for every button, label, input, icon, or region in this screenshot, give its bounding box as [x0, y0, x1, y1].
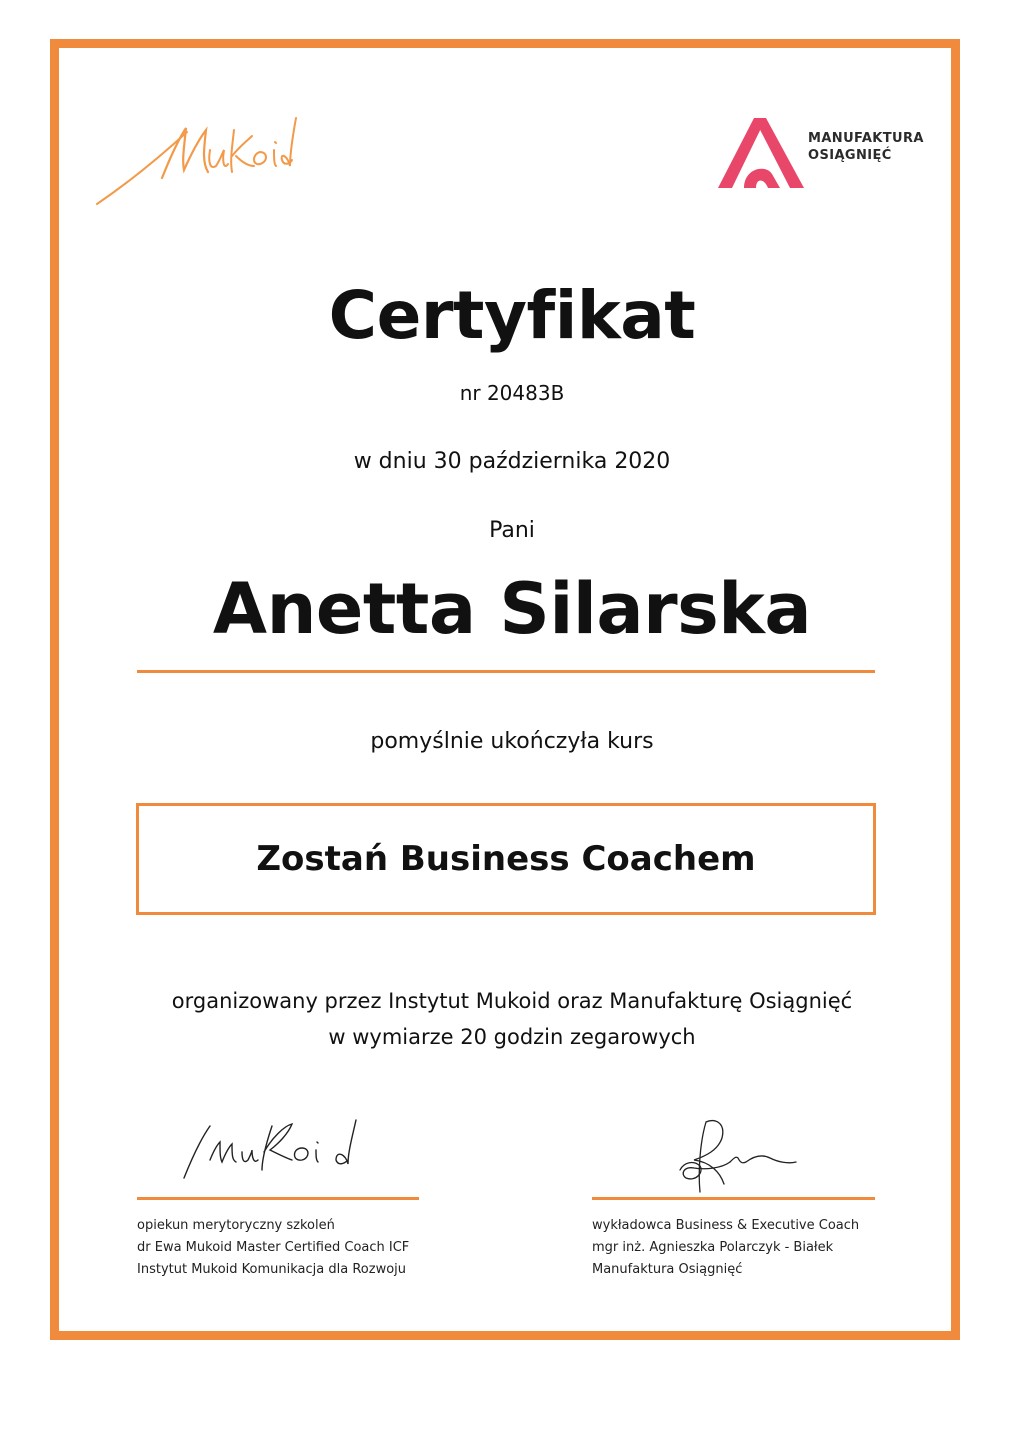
salutation: Pani — [489, 518, 535, 543]
mukoid-logo — [92, 100, 307, 210]
left-signatory-organization: Instytut Mukoid Komunikacja dla Rozwoju — [137, 1262, 407, 1277]
right-signature — [670, 1112, 800, 1198]
organizer-line1: organizowany przez Instytut Mukoid oraz Manufakturę Osiągnięć — [171, 989, 853, 1013]
right-signatory-name: mgr inż. Agnieszka Polarczyk - Białek — [592, 1240, 834, 1255]
name-divider — [137, 670, 875, 673]
left-signature-line — [137, 1197, 419, 1200]
left-signatory-role: opiekun merytoryczny szkoleń — [137, 1218, 335, 1233]
left-signature — [180, 1108, 380, 1188]
organizer-text — [0, 983, 1024, 1055]
brand-name-line2: OSIĄGNIĘĆ — [808, 148, 892, 163]
completion-text: pomyślnie ukończyła kurs — [370, 729, 654, 754]
right-signatory-organization: Manufaktura Osiągnięć — [592, 1262, 743, 1277]
organizer-line2: w wymiarze 20 godzin zegarowych — [328, 1025, 696, 1049]
right-signatory — [592, 1215, 859, 1281]
course-name: Zostań Business Coachem — [256, 839, 756, 879]
manufaktura-logo-icon — [714, 112, 806, 190]
recipient-name: Anetta Silarska — [212, 568, 812, 650]
course-box — [136, 803, 876, 915]
brand-name — [808, 130, 924, 164]
left-signatory — [137, 1215, 409, 1281]
right-signatory-role: wykładowca Business & Executive Coach — [592, 1218, 860, 1233]
certificate-number: nr 20483B — [459, 381, 565, 405]
certificate-title: Certyfikat — [328, 277, 696, 354]
left-signatory-name: dr Ewa Mukoid Master Certified Coach ICF — [137, 1240, 410, 1255]
brand-name-line1: MANUFAKTURA — [808, 131, 924, 146]
right-signature-line — [592, 1197, 875, 1200]
certificate-date: w dniu 30 października 2020 — [353, 449, 671, 474]
